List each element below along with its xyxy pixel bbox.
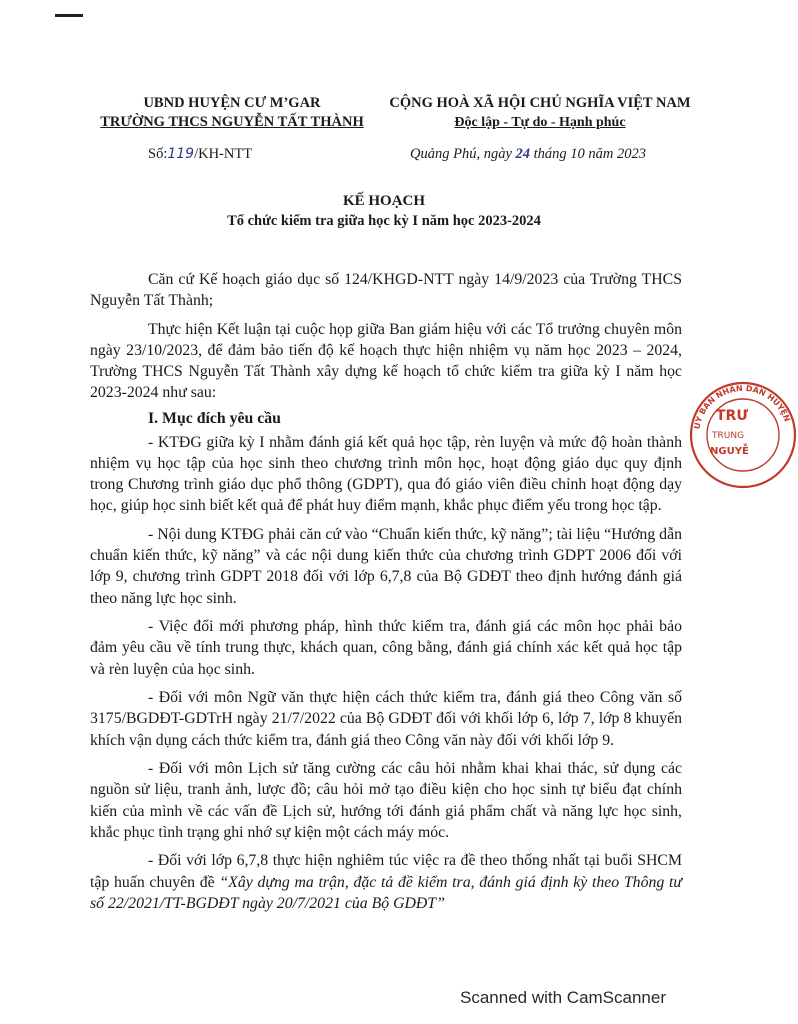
document-number-suffix: /KH-NTT [194, 146, 253, 162]
issuer-district: UBND HUYỆN CƯ M’GAR [143, 95, 321, 111]
bullet-paragraph: - Việc đổi mới phương pháp, hình thức kiểm tra, đánh giá các môn học phải bảo đảm yêu cầu về tính trung thực, khách quan, công bằng, đánh giá chính xác kết quả học tập và rèn luyện của học sinh. [90, 618, 682, 678]
document-title: KẾ HOẠCH [342, 193, 426, 209]
bullet-paragraph: - KTĐG giữa kỳ I nhằm đánh giá kết quả học tập, rèn luyện và mức độ hoàn thành nhiệm vụ học tập của học sinh theo chương trình môn học, hoạt động giáo dục quy định trong Chương trình giáo dục phổ thông (GDPT), qua đó giáo viên điều chỉnh hoạt động dạy học, giúp học sinh biết kết quả để phát huy điểm mạnh, khắc phục điểm yếu trong học tập. [90, 433, 682, 515]
bullet-paragraph: - Đối với môn Ngữ văn thực hiện cách thức kiểm tra, đánh giá theo Công văn số 3175/BGDĐT-GDTrH ngày 21/7/2022 của Bộ GDĐT đối với khối lớp 6, lớp 7, lớp 8 khuyến khích vận dụng cách thức kiểm tra, đánh giá theo Công văn này đối với khối lớp 9. [90, 689, 682, 749]
scan-artifact-mark [55, 14, 83, 17]
issuer-school: TRƯỜNG THCS NGUYỄN TẤT THÀNH [100, 114, 364, 130]
national-title: CỘNG HOÀ XÃ HỘI CHỦ NGHĨA VIỆT NAM [389, 95, 691, 111]
stamp-line-2: TRUNG [712, 431, 745, 441]
stamp-line-1: TRƯ [716, 408, 749, 424]
dateline-day-handwritten: 24 [515, 146, 531, 162]
national-motto: Độc lập - Tự do - Hạnh phúc [454, 115, 626, 130]
document-header [0, 94, 768, 134]
dateline-prefix: Quảng Phú, ngày [410, 146, 516, 162]
red-seal-stamp [688, 380, 798, 490]
document-subtitle: Tổ chức kiểm tra giữa học kỳ I năm học 2023-2024 [227, 213, 541, 229]
stamp-line-3: NGUYỄ [710, 446, 749, 457]
national-motto-block [370, 94, 710, 132]
bullet-paragraph: - Nội dung KTĐG phải căn cứ vào “Chuẩn kiến thức, kỹ năng”; tài liệu “Hướng dẫn chuẩn kiến thức, kỹ năng” và các nội dung kiến thức của chương trình GDPT 2006 đối với lớp 9, chương trình GDPT 2018 đối với lớp 6,7,8 của Bộ GDĐT theo định hướng đánh giá theo năng lực học sinh. [90, 526, 682, 607]
document-number [148, 146, 252, 163]
document-title-block [0, 191, 768, 231]
section-heading: I. Mục đích yêu cầu [148, 409, 281, 427]
document-dateline [410, 146, 646, 163]
document-number-handwritten: 119 [167, 146, 195, 162]
issuer-block [82, 94, 382, 132]
bullet-paragraph: - Đối với môn Lịch sử tăng cường các câu hỏi nhằm khai khai thác, sử dụng các nguồn sử liệu, tranh ảnh, lược đồ; câu hỏi mở tạo điều kiện cho học sinh tự biểu đạt chính kiến của mình về các vấn đề Lịch sử, hướng tới đánh giá phẩm chất và năng lực học sinh, khắc phục tình trạng ghi nhớ sự kiện một cách máy móc. [90, 760, 682, 841]
bullet-plain-text: - Đối với lớp 6,7,8 thực hiện nghiêm túc việc ra đề theo thống nhất tại buổi SHCM tập huấn chuyên đề [90, 852, 682, 891]
stamp-ring-textpath: UY BAN NHÂN DÂN HUYỆN [692, 383, 792, 430]
bullet-italic-text: “Xây dựng ma trận, đặc tả đề kiểm tra, đánh giá định kỳ theo Thông tư số 22/2021/TT-BGDĐT ngày 20/7/2021 của Bộ GDĐT” [90, 873, 682, 912]
bullet-paragraph-last [90, 850, 682, 914]
scanner-watermark: Scanned with CamScanner [460, 988, 667, 1007]
document-number-prefix: Số: [148, 146, 168, 162]
body-paragraph: Thực hiện Kết luận tại cuộc họp giữa Ban giám hiệu với các Tổ trưởng chuyên môn ngày 23/10/2023, để đảm bảo tiến độ kế hoạch thực hiện nhiệm vụ năm học 2023 – 2024, Trường THCS Nguyễn Tất Thành xây dựng kế hoạch tổ chức kiểm tra giữa kỳ I năm học 2023-2024 như sau: [90, 320, 682, 402]
dateline-suffix: tháng 10 năm 2023 [530, 146, 647, 162]
body-paragraph: Căn cứ Kế hoạch giáo dục số 124/KHGD-NTT ngày 14/9/2023 của Trường THCS Nguyễn Tất Thành; [90, 271, 682, 310]
document-body [90, 269, 682, 921]
